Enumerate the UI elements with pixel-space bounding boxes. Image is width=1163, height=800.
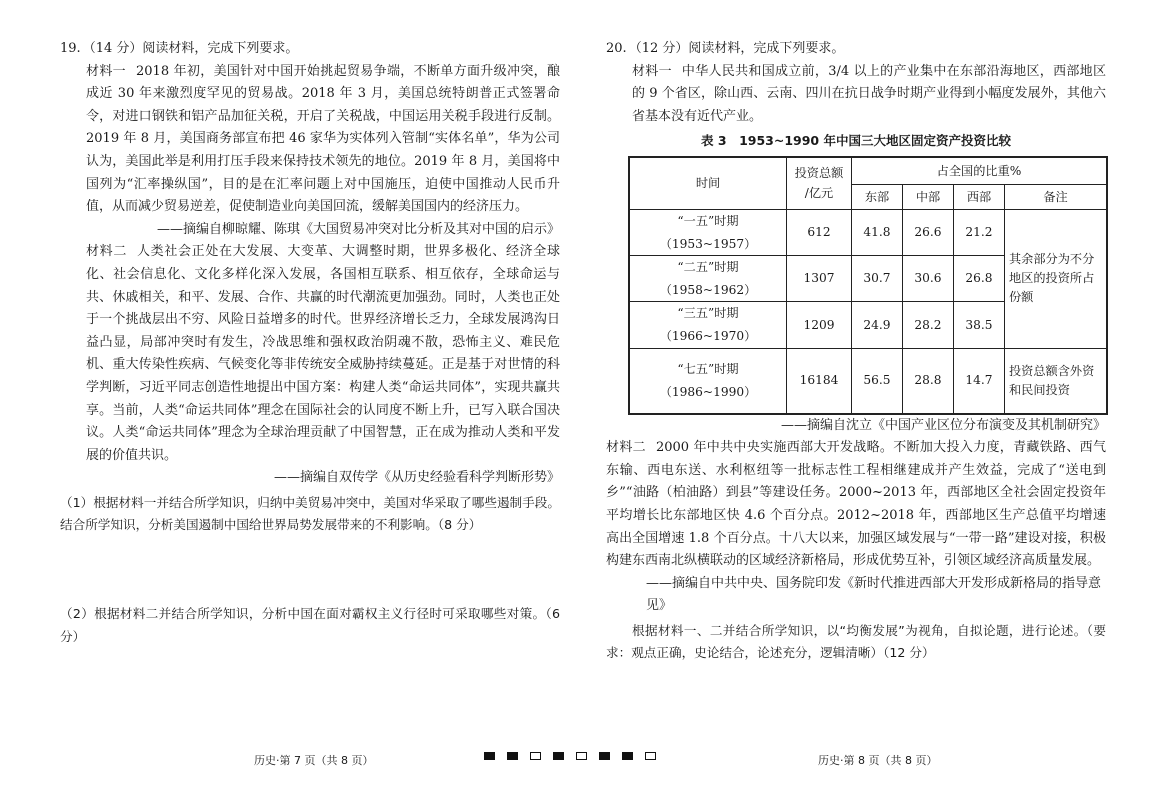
q20-m2-label: 材料二 <box>606 440 646 456</box>
col-note-header: 备注 <box>1005 184 1108 209</box>
q20-heading <box>606 38 1106 61</box>
row-east: 56.5 <box>852 348 903 414</box>
table-row <box>629 209 1107 255</box>
mark-filled <box>622 752 633 760</box>
q19-subquestion-1: （1）根据材料一并结合所学知识，归纳中美贸易冲突中，美国对华采取了哪些遏制手段。结合所学知识，分析美国遏制中国给世界局势发展带来的不利影响。（8 分） <box>60 494 560 533</box>
q19-number: 19. <box>60 41 81 56</box>
center-marks <box>484 752 656 760</box>
row-central: 28.2 <box>903 302 954 348</box>
note-cell-2: 投资总额含外资和民间投资 <box>1005 348 1108 414</box>
row-central: 30.6 <box>903 256 954 302</box>
q20-m1-label: 材料一 <box>632 63 672 79</box>
row-period: “三五”时期（1966~1970） <box>629 302 787 348</box>
q20-task: 根据材料一、二并结合所学知识，以“均衡发展”为视角，自拟论题，进行论述。（要求：观点正确，史论结合，论述充分，逻辑清晰）（12 分） <box>606 622 1106 661</box>
col-central-header: 中部 <box>903 184 954 209</box>
row-total: 16184 <box>787 348 852 414</box>
q19-heading <box>60 38 560 61</box>
q20-m1-text: 中华人民共和国成立前，3/4 以上的产业集中在东部沿海地区，西部地区的 9 个省区，除山西、云南、四川在抗日战争时期产业得到小幅度发展外，其他六省基本没有近代产业。 <box>632 63 1106 124</box>
row-east: 24.9 <box>852 302 903 348</box>
q19-subquestion-2: （2）根据材料二并结合所学知识，分析中国在面对霸权主义行径时可采取哪些对策。（6 分） <box>60 606 560 644</box>
q19-material-2 <box>60 241 560 467</box>
row-west: 21.2 <box>954 209 1005 255</box>
table-row <box>629 348 1107 414</box>
q20-number: 20. <box>606 41 627 56</box>
row-east: 41.8 <box>852 209 903 255</box>
q20-m2-source: ——摘编自中共中央、国务院印发《新时代推进西部大开发形成新格局的指导意见》 <box>646 575 1102 614</box>
q19-m1-source: ——摘编自柳晾耀、陈琪《大国贸易冲突对比分析及其对中国的启示》 <box>156 221 560 237</box>
col-share-header: 占全国的比重% <box>852 157 1108 185</box>
q19-material-1 <box>60 61 560 219</box>
question-20 <box>606 38 1106 665</box>
mark-filled <box>507 752 518 760</box>
mark-empty <box>576 752 587 760</box>
row-central: 28.8 <box>903 348 954 414</box>
col-total-header: 投资总额 /亿元 <box>787 157 852 210</box>
row-period: “二五”时期（1958~1962） <box>629 256 787 302</box>
row-west: 38.5 <box>954 302 1005 348</box>
investment-table <box>628 156 1108 415</box>
q20-material-2 <box>606 437 1106 573</box>
col-east-header: 东部 <box>852 184 903 209</box>
q20-m2-text: 2000 年中共中央实施西部大开发战略。不断加大投入力度，青藏铁路、西气东输、西电东送、水利枢纽等一批标志性工程相继建成并产生效益，完成了“送电到乡”“油路（柏油路）到县”等建设任务。2000~2013 年，西部地区全社会固定投资年平均增长比东部地区快 4.6 个百分点。2012~2018 年，西部地区生产总值平均增速高出全国增速 1.8 个百分点。十八大以来，加强区域发展与“一带一路”建设对接，积极构建东西南北纵横联动的区域经济新格局，形成优势互补，引领区域经济高质量发展。 <box>606 440 1106 569</box>
note-cell-1: 其余部分为不分地区的投资所占份额 <box>1005 209 1108 348</box>
table-source: ——摘编自沈立《中国产业区位分布演变及其机制研究》 <box>780 417 1106 433</box>
mark-filled <box>553 752 564 760</box>
mark-filled <box>484 752 495 760</box>
row-period: “一五”时期（1953~1957） <box>629 209 787 255</box>
q19-instruction: （14 分）阅读材料，完成下列要求。 <box>82 41 299 56</box>
row-central: 26.6 <box>903 209 954 255</box>
row-total: 1307 <box>787 256 852 302</box>
mark-empty <box>530 752 541 760</box>
mark-empty <box>645 752 656 760</box>
mark-filled <box>599 752 610 760</box>
q20-instruction: （12 分）阅读材料，完成下列要求。 <box>628 41 845 56</box>
row-east: 30.7 <box>852 256 903 302</box>
col-time-header: 时间 <box>629 157 787 210</box>
q20-material-1 <box>606 61 1106 129</box>
footer-right: 历史·第 8 页（共 8 页） <box>818 754 938 767</box>
question-19 <box>60 38 560 648</box>
row-period: “七五”时期（1986~1990） <box>629 348 787 414</box>
q19-m1-text: 2018 年初，美国针对中国开始挑起贸易争端，不断单方面升级冲突，酿成近 30 年来激烈度罕见的贸易战。2018 年 3 月，美国总统特朗普正式签署命令，对进口钢铁和铝产品加征关税，开启了关税战，中国运用关税手段进行反制。2019 年 8 月，美国商务部宣布把 46 家华为实体列入管制“实体名单”，华为公司认为，美国此举是利用打压手段来保持技术领先的地位。2019 年 8 月，美国将中国列为“汇率操纵国”，目的是在汇率问题上对中国施压，迫使中国推动人民币升值，从而减少贸易逆差，促使制造业向美国回流，缓解美国国内的经济压力。 <box>86 63 560 215</box>
row-west: 26.8 <box>954 256 1005 302</box>
row-total: 612 <box>787 209 852 255</box>
q19-m2-source: ——摘编自双传学《从历史经验看科学判断形势》 <box>273 470 560 486</box>
footer-left: 历史·第 7 页（共 8 页） <box>254 754 374 767</box>
row-total: 1209 <box>787 302 852 348</box>
q19-m2-text: 人类社会正处在大发展、大变革、大调整时期，世界多极化、经济全球化、社会信息化、文化多样化深入发展，各国相互联系、相互依存，全球命运与共、休戚相关，和平、发展、合作、共赢的时代潮流更加强劲。同时，人类也正处于一个挑战层出不穷、风险日益增多的时代。世界经济增长乏力，全球发展鸿沟日益凸显，局部冲突时有发生，冷战思维和强权政治阴魂不散，恐怖主义、难民危机、重大传染性疾病、气候变化等非传统安全威胁持续蔓延。正是基于对世情的科学判断，习近平同志创造性地提出中国方案：构建人类“命运共同体”，实现共赢共享。当前，人类“命运共同体”理念在国际社会的认同度不断上升，已写入联合国决议。人类“命运共同体”理念为全球治理贡献了中国智慧，正在成为推动人类和平发展的价值共识。 <box>86 244 560 463</box>
q19-m2-label: 材料二 <box>86 244 127 260</box>
q19-m1-label: 材料一 <box>86 63 127 79</box>
row-west: 14.7 <box>954 348 1005 414</box>
table-caption: 表 3 1953~1990 年中国三大地区固定资产投资比较 <box>701 133 1011 149</box>
col-west-header: 西部 <box>954 184 1005 209</box>
